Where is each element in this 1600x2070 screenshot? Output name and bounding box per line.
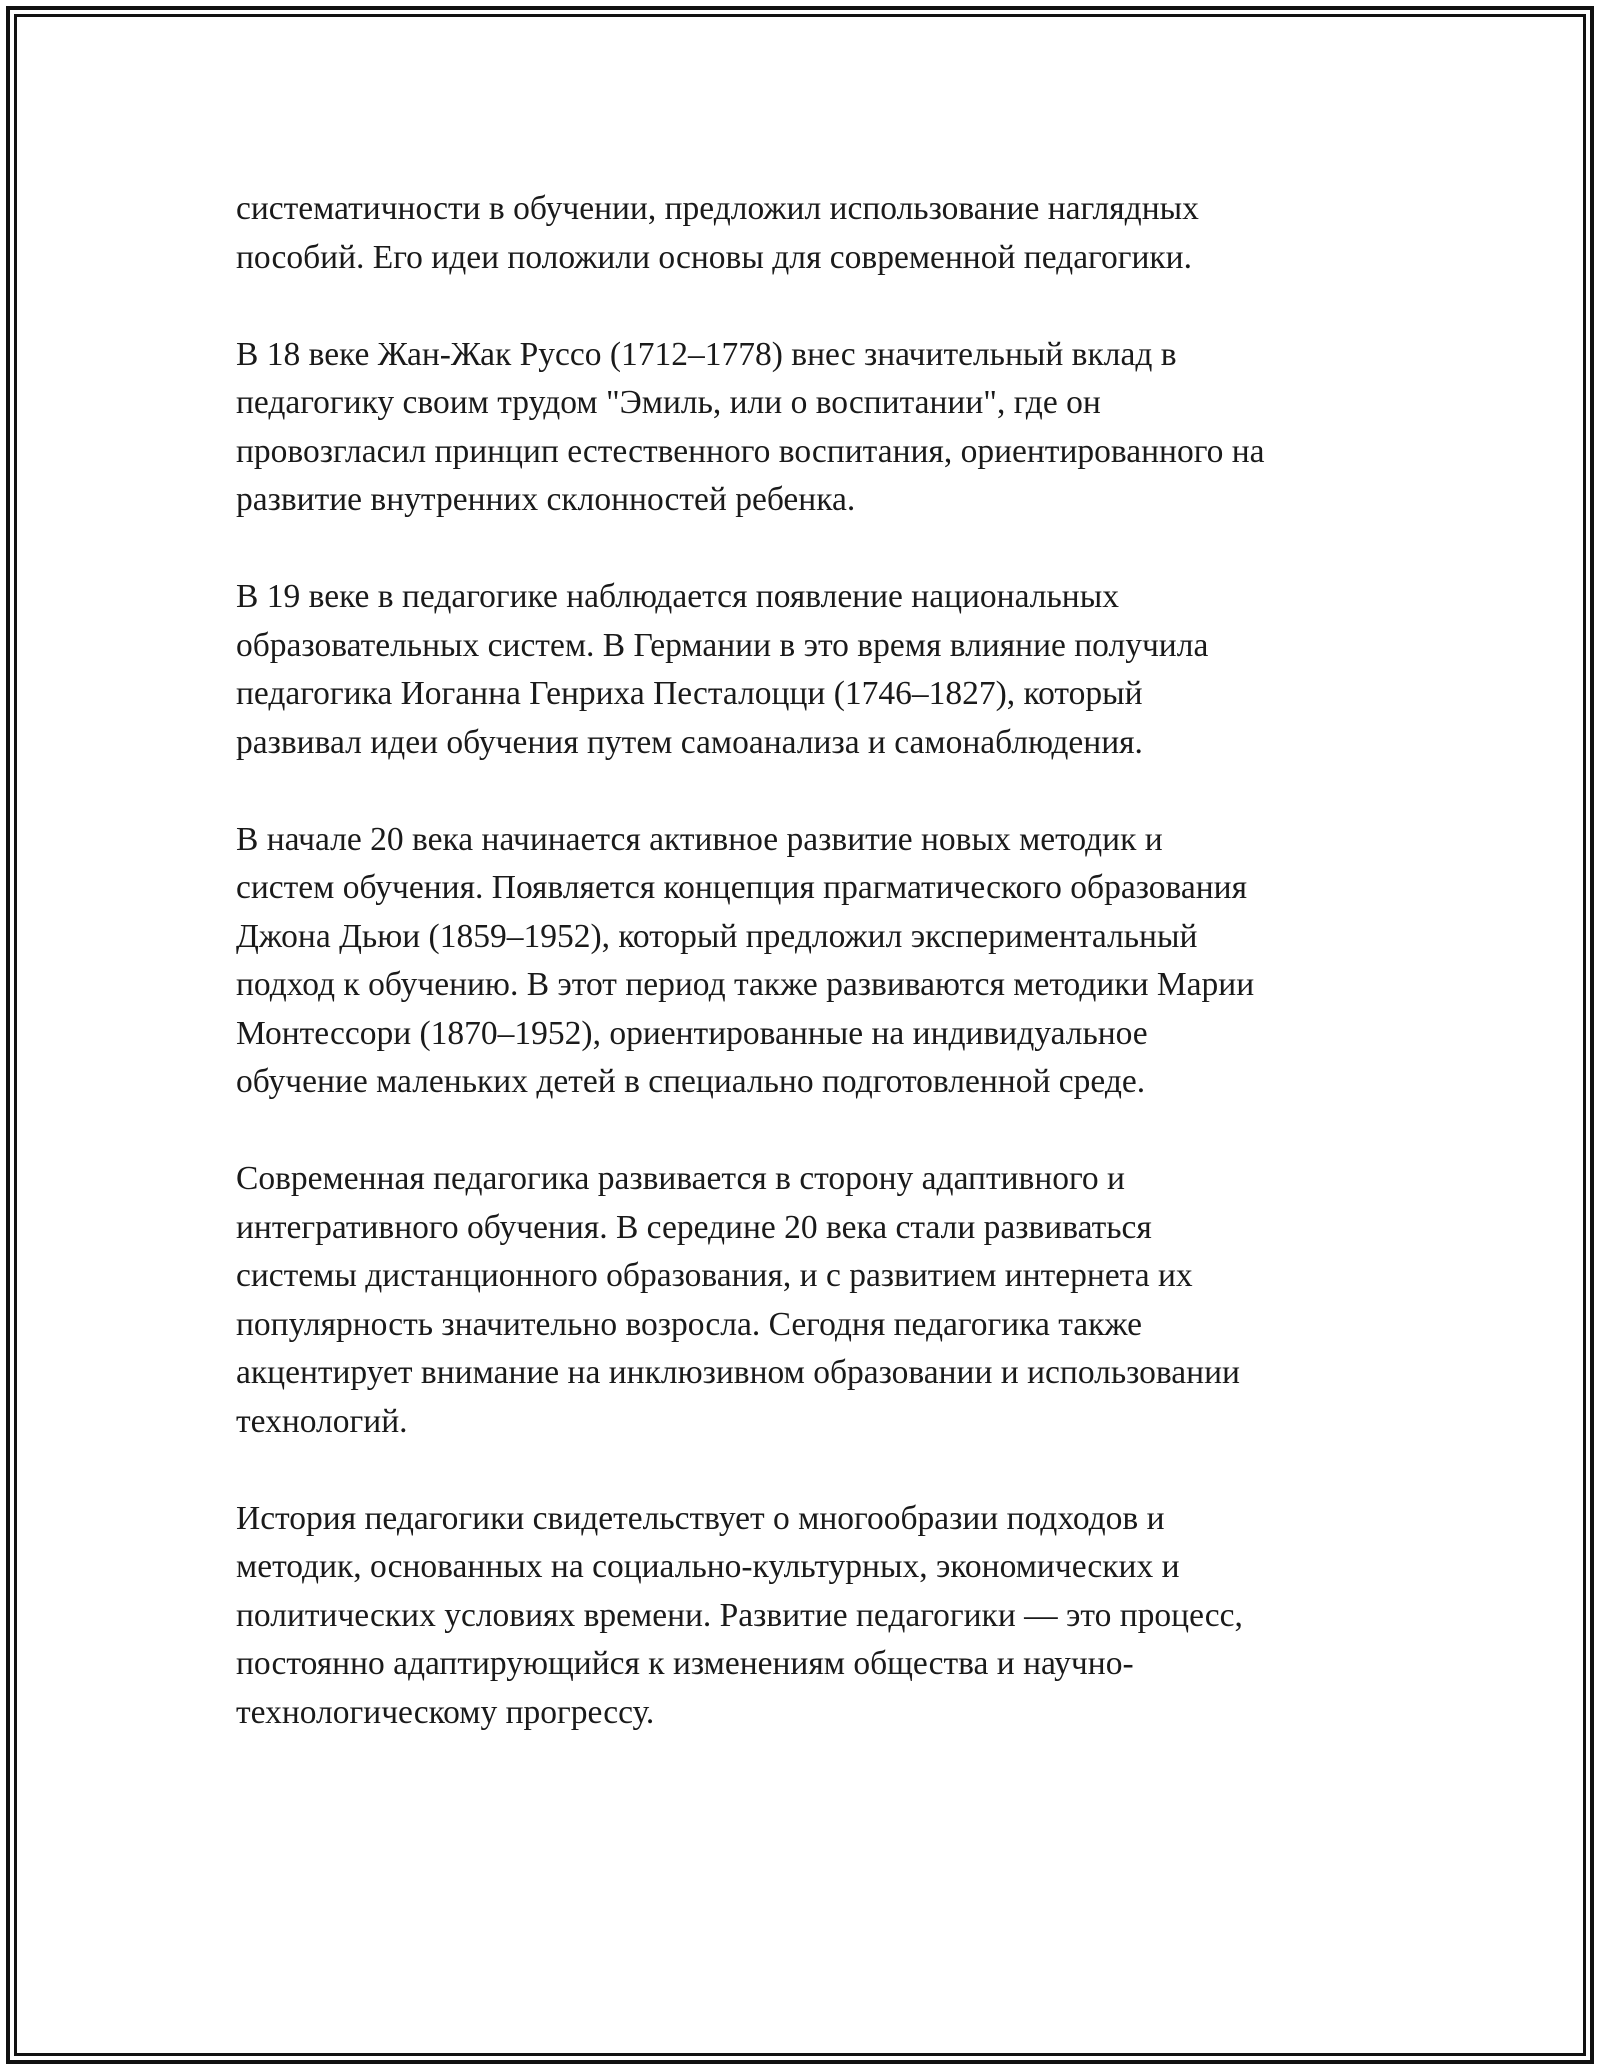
paragraph-early-20th-century: [236, 816, 1376, 1107]
text-line: развивал идеи обучения путем самоанализа и самонаблюдения.: [236, 723, 1143, 761]
paragraph-19th-century: [236, 573, 1376, 767]
text-line: подход к обучению. В этот период также развиваются методики Марии: [236, 966, 1255, 1003]
text-line: политических условиях времени. Развитие педагогики — это процесс,: [236, 1596, 1243, 1634]
text-line: пособий. Его идеи положили основы для современной педагогики.: [236, 238, 1192, 276]
text-line: В 18 веке Жан-Жак Руссо (1712–1778) внес значительный вклад в: [236, 335, 1177, 373]
text-line: Монтессори (1870–1952), ориентированные на индивидуальное: [236, 1014, 1148, 1052]
paragraph-18th-century: [236, 331, 1376, 525]
text-line: систем обучения. Появляется концепция прагматического образования: [236, 869, 1248, 906]
text-line: систематичности в обучении, предложил использование наглядных: [236, 190, 1199, 227]
paragraph-modern-pedagogy: [236, 1155, 1376, 1446]
text-line: обучение маленьких детей в специально подготовленной среде.: [236, 1063, 1146, 1100]
text-line: История педагогики свидетельствует о многообразии подходов и: [236, 1499, 1165, 1537]
text-line: интегративного обучения. В середине 20 века стали развиваться: [236, 1208, 1152, 1246]
text-line: педагогика Иоганна Генриха Песталоцци (1746–1827), который: [236, 675, 1143, 712]
text-line: В начале 20 века начинается активное развитие новых методик и: [236, 820, 1163, 858]
text-line: педагогику своим трудом "Эмиль, или о воспитании", где он: [236, 384, 1101, 421]
text-line: акцентирует внимание на инклюзивном образовании и использовании: [236, 1354, 1240, 1391]
text-line: технологий.: [236, 1402, 408, 1440]
text-line: В 19 веке в педагогике наблюдается появление национальных: [236, 578, 1119, 615]
text-line: развитие внутренних склонностей ребенка.: [236, 481, 856, 518]
text-line: провозгласил принцип естественного воспитания, ориентированного на: [236, 432, 1265, 470]
text-line: системы дистанционного образования, и с развитием интернета их: [236, 1257, 1193, 1294]
text-line: методик, основанных на социально-культурных, экономических и: [236, 1548, 1180, 1585]
text-line: образовательных систем. В Германии в это время влияние получила: [236, 626, 1209, 664]
text-line: Современная педагогика развивается в сторону адаптивного и: [236, 1160, 1125, 1197]
paragraph-conclusion: [236, 1495, 1376, 1738]
text-line: постоянно адаптирующийся к изменениям общества и научно-: [236, 1645, 1134, 1682]
text-line: популярность значительно возросла. Сегодня педагогика также: [236, 1305, 1143, 1343]
paragraph-comenius-ending: [236, 185, 1376, 282]
text-line: технологическому прогрессу.: [236, 1693, 655, 1731]
text-line: Джона Дьюи (1859–1952), который предложил экспериментальный: [236, 917, 1198, 955]
document-body: [236, 185, 1376, 1786]
